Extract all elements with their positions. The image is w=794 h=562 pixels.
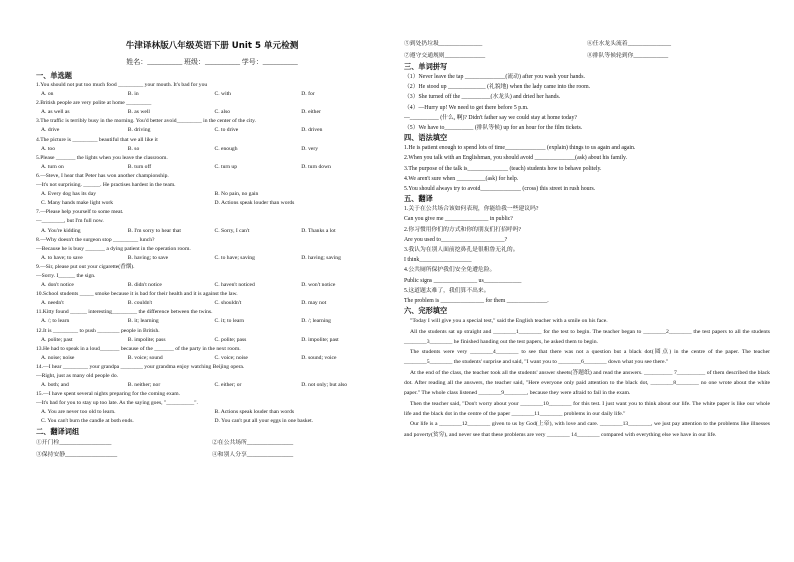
option: D. /; learning (301, 318, 331, 325)
option: D. sound; voice (301, 354, 337, 361)
option: C. You can't burn the candle at both ends. (41, 418, 134, 425)
translation-row (404, 38, 770, 50)
option: B. voice; sound (127, 354, 163, 361)
translation-row (36, 437, 388, 449)
translate-line: The problem is _______________ for them ______________. (404, 298, 549, 305)
multiple-choice-list (36, 81, 388, 427)
options-row (36, 126, 388, 135)
section-heading: 二、翻译词组 (36, 426, 80, 436)
question-stem: 12.It is _________ to push ________ people in British. (36, 327, 160, 334)
option: A. needn't (41, 300, 64, 307)
question-stem: —________, but I'm full now. (36, 218, 104, 225)
spelling-item: —__________ (什么, 啊)? Didn't father say we could stay at home today? (404, 114, 577, 121)
option: A. on (41, 91, 54, 98)
option: D. You can't put all your eggs in one basket. (214, 418, 314, 425)
option: B. No pain, no gain (214, 191, 259, 198)
option: A. too (41, 145, 55, 152)
options-row (36, 317, 388, 326)
section-heading: 三、单词拼写 (404, 62, 448, 71)
question-stem: 7.—Please help yourself to some meat. (36, 209, 124, 216)
option: B. so (127, 145, 140, 152)
cloze-paragraph: At the end of the class, the teacher took all the students' answer sheets(答题纸) and read the answers. __________ 7__________ of them described the black dot. After reading all the answers, the teacher said, "Here everyone only paid attention to the black dot, ________8________ no one wrote about the white paper." The whole class listened ________9________, because they were afraid to fail in the exam. (404, 369, 770, 397)
grammar-item: 2.When you talk with an Englishman, you should avoid ______________(ask) about his family. (404, 155, 627, 162)
option: B. turn off (127, 163, 152, 170)
option: A. polite; past (41, 336, 73, 343)
option: C. to have; saving (214, 254, 255, 261)
option: B. driving (127, 127, 151, 134)
option: D. very (301, 145, 319, 152)
option: A. both; and (41, 382, 69, 389)
translate-line: Are you used to______________________? (404, 236, 508, 243)
option: C. Sorry, I can't (214, 227, 250, 234)
translation-item: ④和别人分享________________ (212, 451, 294, 458)
option: B. didn't notice (127, 282, 162, 289)
translation-item: ②在公共场所________________ (212, 439, 294, 446)
option: C. voice; noise (214, 354, 248, 361)
option: A. drive (41, 127, 60, 134)
question-stem: 6.—Steve, I hear that Peter has won another championship. (36, 172, 169, 179)
option: B. having; to save (127, 254, 169, 261)
grammar-fill-list (404, 143, 770, 194)
question-stem: 11.Kitty found ______ interesting_________ the difference between the twins. (36, 309, 213, 316)
option: B. in (127, 91, 139, 98)
translation-item: ①开门栓__________________ (36, 439, 112, 446)
translate-line: I think__________________ (404, 257, 472, 264)
option: C. turn up (214, 163, 238, 170)
grammar-item: 3.The purpose of the talk is______________ (teach) students how to behave politely. (404, 165, 602, 172)
right-column (404, 38, 770, 440)
question-stem: —It's bad for you to stay up too late. As the saying goes, "__________". (36, 400, 198, 407)
section-heading: 四、语法填空 (404, 133, 448, 143)
question-stem: 15.—I have spent several nights preparing for the coming exam. (36, 391, 180, 398)
translate-line: 5.这道题太难了，我们算不出来。 (404, 287, 490, 294)
options-row (36, 108, 388, 117)
question-stem: 2.British people are very polite at home _________ (36, 100, 152, 107)
option: B. it; learning (127, 318, 159, 325)
option: C. shouldn't (214, 300, 242, 307)
page-title: 牛津译林版八年级英语下册 Unit 5 单元检测 (125, 41, 299, 51)
option: C. it; to learn (214, 318, 245, 325)
spelling-item: （4）—Hurry up! We need to get there before 5 p.m. (404, 104, 529, 111)
option: D. having; saving (301, 254, 341, 261)
option: C. also (214, 109, 231, 116)
cloze-paragraph: The students were very ________4________ to see that there was not a question but a black dot(圆点) in the centre of the paper. The teacher ________5________ the students' surprise and said, "I want you to ________6________ down what you see there." (404, 349, 770, 366)
options-row (36, 163, 388, 172)
question-stem: —It's not surprising. ______. He practises hardest in the team. (36, 182, 176, 189)
options-row (36, 190, 388, 199)
option: A. /; to learn (41, 318, 70, 325)
option: D. for (301, 91, 315, 98)
student-info-line: 姓名：__________ 班级：__________ 学号：__________ (126, 58, 298, 66)
option: C. enough (214, 145, 238, 152)
translation-row (404, 50, 770, 62)
option: B. Actions speak louder than words (214, 409, 295, 416)
option: D. Thanks a lot (301, 227, 336, 234)
option: A. Every dog has its day (41, 191, 96, 198)
question-stem: 14.—I hear _________ your grandpa ________ your grandma enjoy watching Beijing opera. (36, 363, 245, 370)
option: B. neither; nor (127, 382, 161, 389)
option: C. to drive (214, 127, 239, 134)
question-stem: 4.The picture is _________ beautiful that we all like it (36, 136, 158, 143)
option: A. You are never too old to learn. (41, 409, 116, 416)
spelling-item: （5）We have to__________ (排队等候) up for an hour for the film tickets. (404, 125, 583, 132)
grammar-item: 4.We aren't sure when __________(ask) for help. (404, 175, 519, 182)
option: C. haven't noticed (214, 282, 255, 289)
question-stem: 13.He had to speak in a loud_______ because of the _______ of the party in the next room. (36, 345, 241, 352)
options-row (36, 381, 388, 390)
question-stem: —Sorry. I______ the sign. (36, 272, 96, 279)
translation-item: ③保持安静__________________ (36, 451, 118, 458)
options-row (36, 336, 388, 345)
option: A. don't notice (41, 282, 74, 289)
spelling-list (404, 72, 770, 133)
option: D. driven (301, 127, 323, 134)
question-stem: 3.The traffic is terribly busy in the morning. You'd better avoid_________ in the center of the city. (36, 118, 256, 125)
translation-item: ⑤到处扔垃圾_______________ (404, 41, 483, 47)
option: C. either; or (214, 382, 242, 389)
section-heading: 五、翻译 (404, 194, 433, 204)
option: B. as well (127, 109, 150, 116)
option: D. won't notice (301, 282, 336, 289)
cloze-passage (404, 316, 770, 440)
translate-line: 2.你习惯用你们的方式和你的朋友们打招呼吗? (404, 226, 522, 233)
question-stem: —Right, just as many old people do. (36, 373, 119, 379)
translation-item: ⑧排队等候轮到你____________ (587, 53, 669, 59)
option: B. impolite; pass (127, 336, 166, 343)
grammar-item: 5.You should always try to avoid______________ (cross) this street in rush hours. (404, 186, 596, 193)
translation-item: ⑥任水龙头流着_______________ (587, 41, 672, 47)
options-row (36, 417, 388, 426)
question-stem: 5.Please _______ the lights when you leave the classroom. (36, 154, 168, 161)
translation-row (36, 449, 388, 461)
cloze-paragraph: Our life is a ________12________ given to us by God(上帝), with love and care. ________13________, we just pay attention to the problems like illnesses and poverty(贫穷), and never see that these problems are very ________ 14________ compared with everything else we have in our life. (404, 421, 770, 438)
option: A. turn on (41, 163, 64, 170)
translate-line: 4.公共厕所保护我们安全免遭危险。 (404, 267, 496, 274)
options-row (36, 299, 388, 308)
cloze-paragraph: Then the teacher said, "Don't worry about your ________10________ for this test. I just want you to think about our life. The white paper is like our whole life and the black dot in the centre of the paper ________11________ problems in our daily life." (404, 400, 770, 417)
option: D. Actions speak louder than words (214, 200, 295, 207)
translation-sentence-list (404, 204, 770, 306)
options-row (36, 227, 388, 236)
question-stem: 9.—Sir, please put out your cigarette(香烟). (36, 263, 135, 270)
option: A. You're kidding (41, 227, 81, 234)
question-stem: —Because he is busy _______ a dying patient in the operation room. (36, 245, 191, 252)
translate-line: Can you give me _______________ in public? (404, 216, 513, 223)
question-stem: 8.—Why doesn't the surgeon stop _________ lunch? (36, 236, 155, 243)
cloze-paragraph: All the students sat up straight and ________1________ for the test to begin. The teacher began to ________2________ the test papers to all the students ________3________ he finished handing out the test papers, he asked them to begin. (404, 328, 770, 345)
option: A. to have; to save (41, 254, 83, 261)
options-row (36, 145, 388, 154)
option: A. noise; noise (41, 354, 75, 361)
option: D. impolite; past (301, 336, 339, 343)
options-row (36, 254, 388, 263)
question-stem: 1.You should not put too much food _________ your mouth. It's bad for you (36, 82, 208, 88)
translation-item: ⑦遵守交通规则______________ (404, 53, 486, 59)
translate-line: Public signs _______________ us_____________ (404, 277, 522, 284)
spelling-item: （3）She turned off the __________(水龙头) and dried her hands. (404, 94, 561, 101)
option: D. may not (301, 300, 327, 307)
option: D. not only; but also (301, 382, 348, 389)
option: C. with (214, 91, 231, 98)
cloze-paragraph: "Today I will give you a special test," said the English teacher with a smile on his face. (410, 318, 608, 325)
options-row (36, 90, 388, 99)
option: B. I'm sorry to hear that (127, 227, 181, 234)
translate-line: 1.关于在公共场合该如何表现，你能给我一些建议吗? (404, 206, 539, 213)
option: A. as well as (41, 109, 70, 116)
spelling-item: （1）Never leave the tap ______________(流动) after you wash your hands. (404, 74, 585, 80)
translate-line: 3.我认为在别人面前挖鼻孔是很粗鲁无礼的。 (404, 247, 519, 254)
option: C. Many hands make light work (41, 200, 114, 207)
options-row (36, 281, 388, 290)
options-row (36, 199, 388, 208)
spelling-item: （2）He stood up _____________ (礼貌地) when the lady came into the room. (404, 84, 591, 91)
options-row (36, 354, 388, 363)
option: C. polite; pass (214, 336, 247, 343)
section-heading: 一、单选题 (36, 71, 72, 80)
left-column (36, 0, 388, 461)
grammar-item: 1.He is patient enough to spend lots of time______________ (explain) things to us again and again. (404, 145, 636, 152)
option: B. couldn't (127, 300, 153, 307)
options-row (36, 408, 388, 417)
option: D. either (301, 109, 321, 116)
option: D. turn down (301, 163, 331, 170)
section-heading: 六、完形填空 (404, 306, 448, 316)
question-stem: 10.School students _____ smoke because it is bad for their health and it is against the law. (36, 291, 238, 298)
